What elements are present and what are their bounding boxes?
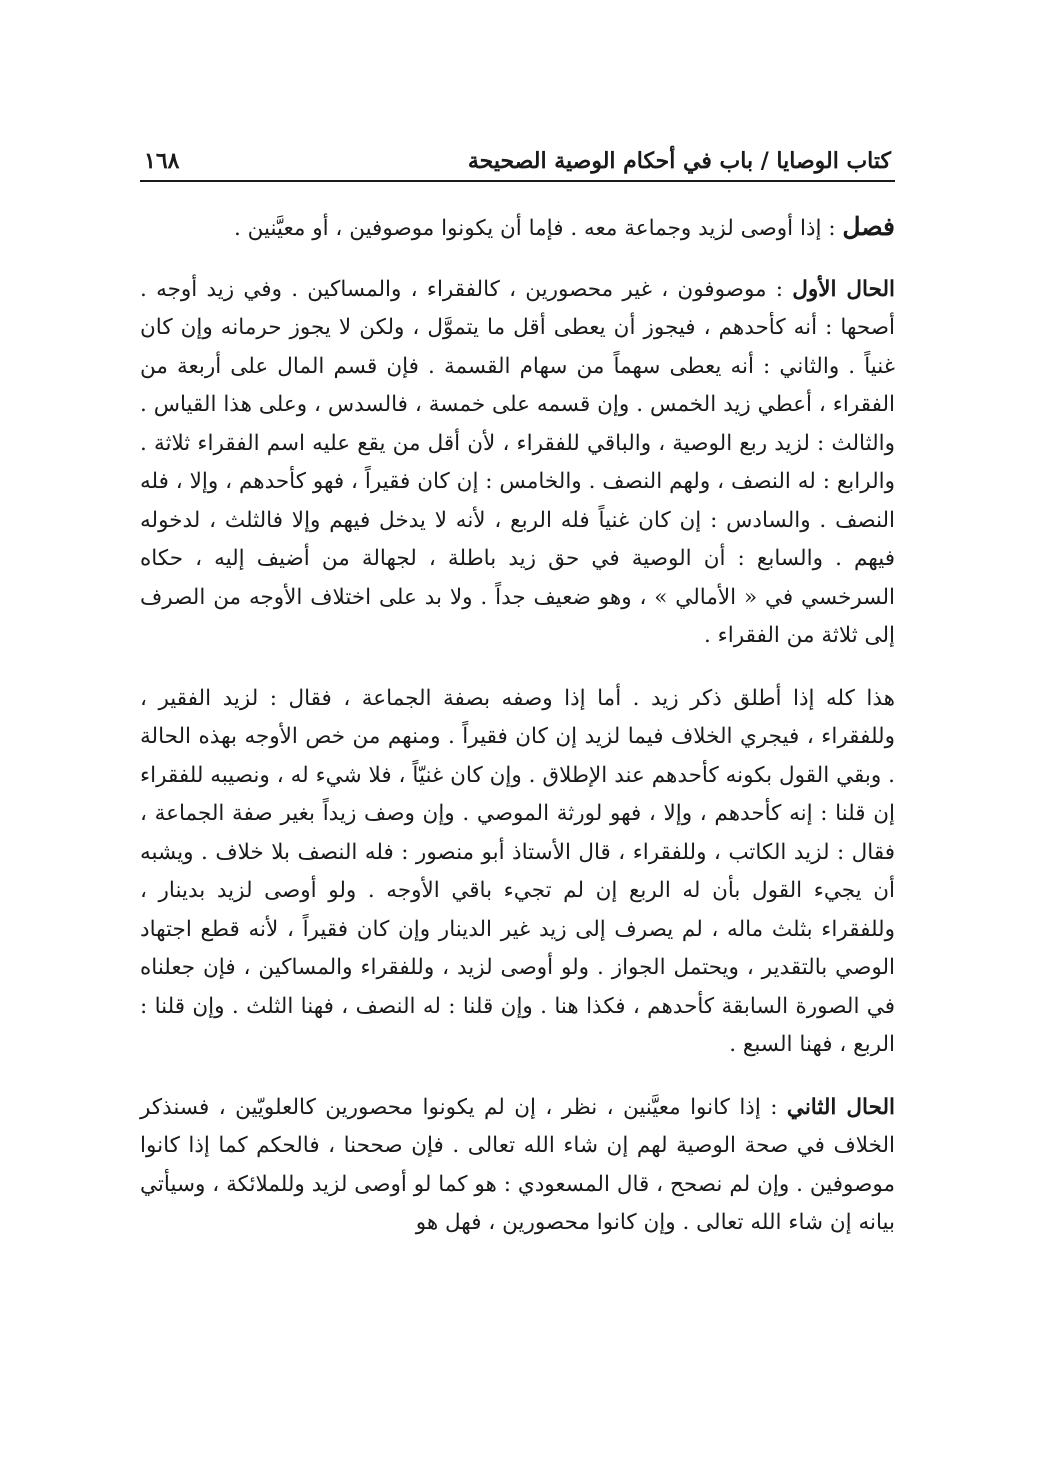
- paragraph-second-case: [140, 1089, 895, 1243]
- paragraph-text: : موصوفون ، غير محصورين ، كالفقراء ، والمساكين . وفي زيد أوجه . أصحها : أنه كأحدهم ، فيجوز أن يعطى أقل ما يتموَّل ، ولكن لا يجوز حرمانه وإن كان غنياً . والثاني : أنه يعطى سهماً من سهام القسمة . فإن قسم المال على أربعة من الفقراء ، أعطي زيد الخمس . وإن قسمه على خمسة ، فالسدس ، وعلى هذا القياس . والثالث : لزيد ربع الوصية ، والباقي للفقراء ، لأن أقل من يقع عليه اسم الفقراء ثلاثة . والرابع : له النصف ، ولهم النصف . والخامس : إن كان فقيراً ، فهو كأحدهم ، وإلا ، فله النصف . والسادس : إن كان غنياً فله الربع ، لأنه لا يدخل فيهم وإلا فالثلث ، لدخوله فيهم . والسابع : أن الوصية في حق زيد باطلة ، لجهالة من أضيف إليه ، حكاه السرخسي في « الأمالي » ، وهو ضعيف جداً . ولا بد على اختلاف الأوجه من الصرف إلى ثلاثة من الفقراء .: [140, 276, 895, 648]
- body-text: [140, 208, 895, 1243]
- page-number: ١٦٨: [144, 148, 180, 174]
- paragraph-text: : إذا أوصى لزيد وجماعة معه . فإما أن يكونوا موصوفين ، أو معيَّنين .: [234, 216, 843, 241]
- paragraph-text: : إذا كانوا معيَّنين ، نظر ، إن لم يكونوا محصورين كالعلويّين ، فسنذكر الخلاف في صحة الوصية لهم إن شاء الله تعالى . فإن صححنا ، فالحكم كما إذا كانوا موصوفين . وإن لم نصحح ، قال المسعودي : هو كما لو أوصى لزيد وللملائكة ، وسيأتي بيانه إن شاء الله تعالى . وإن كانوا محصورين ، فهل هو: [140, 1094, 895, 1235]
- case-heading: الحال الثاني: [786, 1094, 896, 1120]
- section-heading: فصل: [842, 212, 895, 241]
- book-page: [140, 140, 895, 1267]
- paragraph-text: هذا كله إذا أطلق ذكر زيد . أما إذا وصفه بصفة الجماعة ، فقال : لزيد الفقير ، وللفقراء ، فيجري الخلاف فيما لزيد إن كان فقيراً . ومنهم من خص الأوجه بهذه الحالة . وبقي القول بكونه كأحدهم عند الإطلاق . وإن كان غنيّاً ، فلا شيء له ، ونصيبه للفقراء إن قلنا : إنه كأحدهم ، وإلا ، فهو لورثة الموصي . وإن وصف زيداً بغير صفة الجماعة ، فقال : لزيد الكاتب ، وللفقراء ، قال الأستاذ أبو منصور : فله النصف بلا خلاف . ويشبه أن يجيء القول بأن له الربع إن لم تجيء باقي الأوجه . ولو أوصى لزيد بدينار ، وللفقراء بثلث ماله ، لم يصرف إلى زيد غير الدينار وإن كان فقيراً ، لأنه قطع اجتهاد الوصي بالتقدير ، ويحتمل الجواز . ولو أوصى لزيد ، وللفقراء والمساكين ، فإن جعلناه في الصورة السابقة كأحدهم ، فكذا هنا . وإن قلنا : له النصف ، فهنا الثلث . وإن قلنا : الربع ، فهنا السبع .: [140, 685, 895, 1057]
- paragraph-fasl: [140, 208, 895, 249]
- running-title: كتاب الوصايا / باب في أحكام الوصية الصحيحة: [467, 148, 891, 174]
- case-heading: الحال الأول: [792, 276, 895, 302]
- running-header: [140, 140, 895, 182]
- paragraph-first-case: [140, 271, 895, 656]
- paragraph-discussion: [140, 680, 895, 1065]
